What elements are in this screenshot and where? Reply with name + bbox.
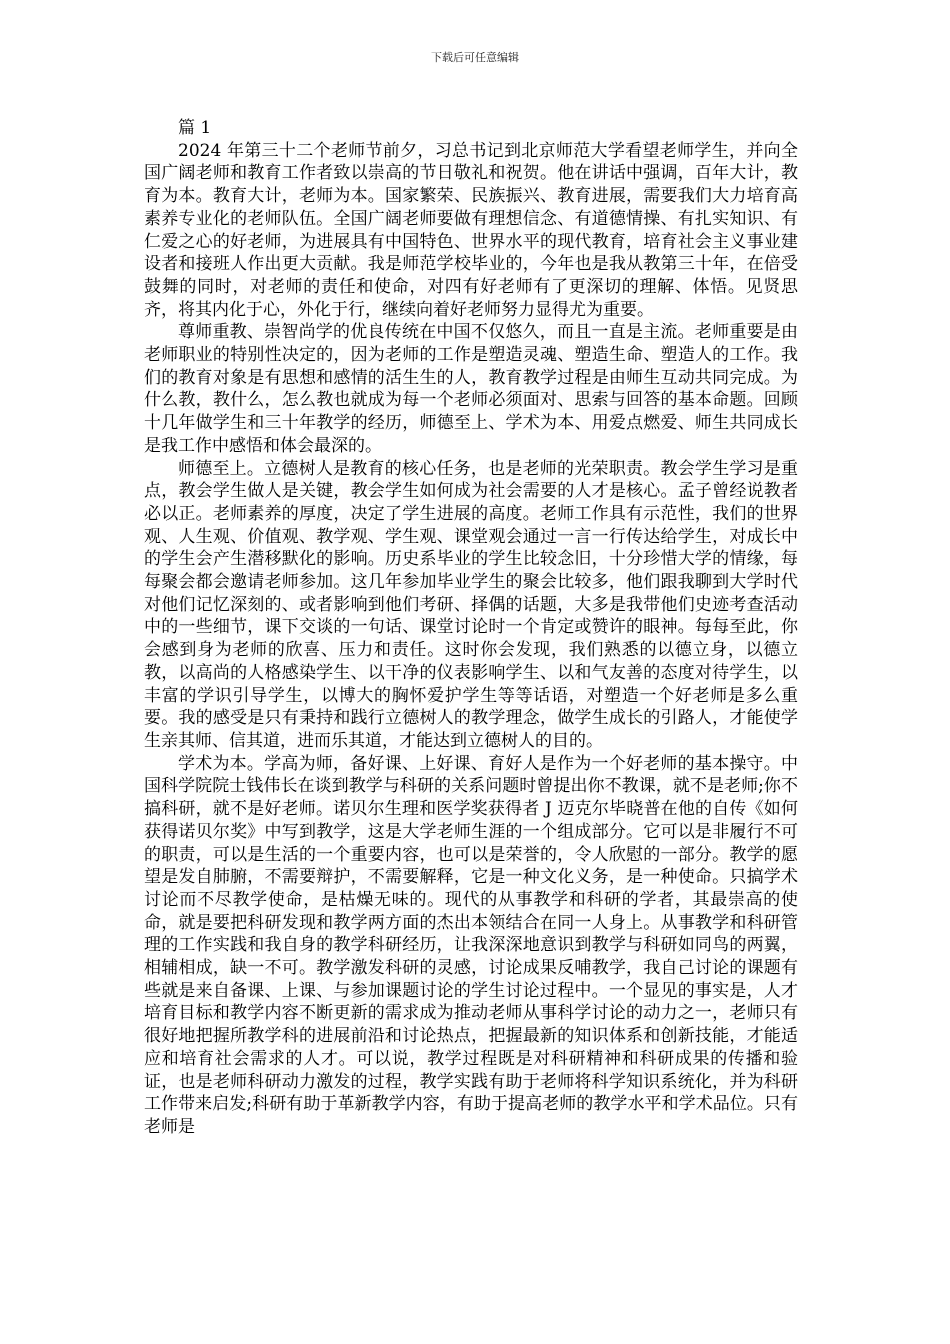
paragraph: 学术为本。学高为师，备好课、上好课、育好人是作为一个好老师的基本操守。中国科学院院士钱伟长在谈到教学与科研的关系问题时曾提出你不教课，就不是老师;你不搞科研，就不是好老师。诺贝尔生理和医学奖获得者 J 迈克尔毕晓普在他的自传《如何获得诺贝尔奖》中写到教学，这是大学老师生涯的一个组成部分。它可以是非履行不可的职责，可以是生活的一个重要内容，也可以是荣誉的，令人欣慰的一部分。教学的愿望是发自肺腑，不需要辩护，不需要解释，它是一种文化义务，是一种使命。只搞学术讨论而不尽教学使命，是枯燥无味的。现代的从事教学和科研的学者，其最崇高的使命，就是要把科研发现和教学两方面的杰出本领结合在同一人身上。从事教学和科研管理的工作实践和我自身的教学科研经历，让我深深地意识到教学与科研如同鸟的两翼，相辅相成，缺一不可。教学激发科研的灵感，讨论成果反哺教学，我自己讨论的课题有些就是来自备课、上课、与参加课题讨论的学生讨论过程中。一个显见的事实是，人才培育目标和教学内容不断更新的需求成为推动老师从事科学讨论的动力之一，老师只有很好地把握所教学科的进展前沿和讨论热点，把握最新的知识体系和创新技能，才能适应和培育社会需求的人才。可以说，教学过程既是对科研精神和科研成果的传播和验证，也是老师科研动力激发的过程，教学实践有助于老师将科学知识系统化，并为科研工作带来启发;科研有助于革新教学内容，有助于提高老师的教学水平和学术品位。只有老师是 [144,753,798,1137]
section-title: 篇 1 [178,118,212,138]
paragraph: 师德至上。立德树人是教育的核心任务，也是老师的光荣职责。教会学生学习是重点，教会学生做人是关键，教会学生如何成为社会需要的人才是核心。孟子曾经说教者必以正。老师素养的厚度，决定了学生进展的高度。老师工作具有示范性，我们的世界观、人生观、价值观、教学观、学生观、课堂观会通过一言一行传达给学生，对成长中的学生会产生潜移默化的影响。历史系毕业的学生比较念旧，十分珍惜大学的情缘，每每聚会都会邀请老师参加。这几年参加毕业学生的聚会比较多，他们跟我聊到大学时代对他们记忆深刻的、或者影响到他们考研、择偶的话题，大多是我带他们史迹考查活动中的一些细节，课下交谈的一句话、课堂讨论时一个肯定或赞许的眼神。每每至此，你会感到身为老师的欣喜、压力和责任。这时你会发现，我们熟悉的以德立身，以德立教，以高尚的人格感染学生、以干净的仪表影响学生、以和气友善的态度对待学生，以丰富的学识引导学生，以博大的胸怀爱护学生等等话语，对塑造一个好老师是多么重要。我的感受是只有秉持和践行立德树人的教学理念，做学生成长的引路人，才能使学生亲其师、信其道，进而乐其道，才能达到立德树人的目的。 [144,458,798,751]
paragraph: 尊师重教、崇智尚学的优良传统在中国不仅悠久，而且一直是主流。老师重要是由老师职业的特别性决定的，因为老师的工作是塑造灵魂、塑造生命、塑造人的工作。我们的教育对象是有思想和感情的活生生的人，教育教学过程是由师生互动共同完成。为什么教，教什么，怎么教也就成为每一个老师必须面对、思索与回答的基本命题。回顾十几年做学生和三十年教学的经历，师德至上、学术为本、用爱点燃爱、师生共同成长是我工作中感悟和体会最深的。 [144,322,798,456]
page-header: 下载后可任意编辑 [431,51,519,64]
document-body [144,117,798,1139]
paragraph: 2024 年第三十二个老师节前夕，习总书记到北京师范大学看望老师学生，并向全国广阔老师和教育工作者致以崇高的节日敬礼和祝贺。他在讲话中强调，百年大计，教育为本。教育大计，老师为本。国家繁荣、民族振兴、教育进展，需要我们大力培育高素养专业化的老师队伍。全国广阔老师要做有理想信念、有道德情操、有扎实知识、有仁爱之心的好老师，为进展具有中国特色、世界水平的现代教育，培育社会主义事业建设者和接班人作出更大贡献。我是师范学校毕业的，今年也是我从教第三十年，在倍受鼓舞的同时，对老师的责任和使命，对四有好老师有了更深切的理解、体悟。见贤思齐，将其内化于心，外化于行，继续向着好老师努力显得尤为重要。 [144,140,798,320]
